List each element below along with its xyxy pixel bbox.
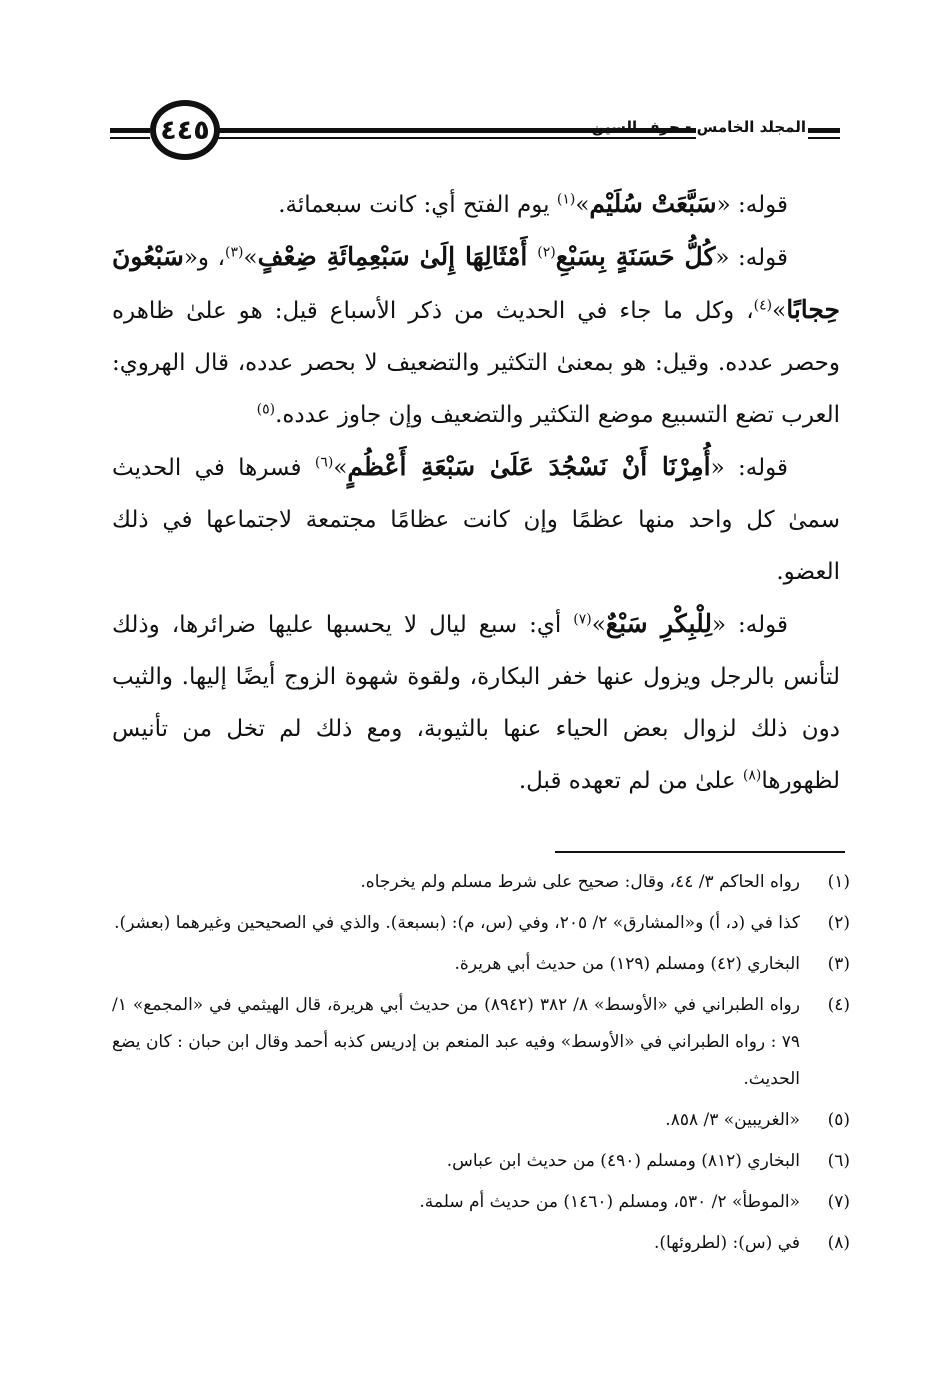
- quote-text: سَبْعُونَ حِجابًا: [112, 242, 840, 324]
- footnote-ref: (٥): [256, 401, 276, 418]
- footnote-ref: (٤): [753, 297, 773, 314]
- footnote-text: «الغريبين» ٣/ ٨٥٨.: [665, 1110, 800, 1130]
- text: ، و«: [183, 245, 226, 271]
- text: قوله: «: [711, 612, 788, 638]
- footnote-number: (١): [827, 872, 850, 892]
- footnote: [112, 864, 850, 901]
- footnote: [112, 1102, 850, 1139]
- text: »: [243, 245, 258, 271]
- text: »: [575, 192, 590, 218]
- quote-text: سَبَّعَتْ سُلَيْم: [589, 189, 717, 218]
- header-rule: [808, 128, 840, 133]
- header-rule: [218, 137, 696, 139]
- text: علىٰ من لم تعهده قبل.: [518, 768, 743, 794]
- text: »: [772, 298, 787, 324]
- header-rule: [110, 128, 150, 133]
- footnote-ref: (٣): [225, 244, 244, 261]
- footnote-ref: (٨): [742, 767, 762, 784]
- footnote-text: البخاري (٤٢) ومسلم (١٢٩) من حديث أبي هريرة.: [454, 954, 800, 974]
- quote-text: كُلُّ حَسَنَةٍ بِسَبْعِ: [555, 242, 716, 271]
- footnote-text: كذا في (د، أ) و«المشارق» ٢/ ٢٠٥، وفي (س، م): (بسبعة). والذي في الصحيحين وغيرهما (بعشر).: [114, 913, 800, 933]
- footnote-ref: (٦): [314, 454, 334, 471]
- running-head: المجلد الخامس - حرف السين: [591, 118, 806, 136]
- paragraph-4: [112, 598, 840, 807]
- text: »: [333, 455, 348, 481]
- footnote-text: البخاري (٨١٢) ومسلم (٤٩٠) من حديث ابن عباس.: [446, 1151, 800, 1171]
- footnote-number: (٤): [827, 995, 850, 1015]
- footnote: [112, 1143, 850, 1180]
- text: ، وكل ما جاء في الحديث من ذكر الأسباع قيل: هو علىٰ ظاهره وحصر عدده. وقيل: هو بمعنىٰ التكثير والتضعيف لا بحصر عدده، قال الهروي: العرب تضع التسبيع موضع التكثير والتضعيف وإن جاوز عدده.: [112, 298, 840, 428]
- quote-text: لِلْبِكْرِ سَبْعٌ: [605, 609, 712, 638]
- text: يوم الفتح أي: كانت سبعمائة.: [278, 192, 557, 218]
- text: قوله: «: [710, 455, 788, 481]
- footnote-number: (٣): [827, 954, 850, 974]
- footnote-text: رواه الحاكم ٣/ ٤٤، وقال: صحيح على شرط مسلم ولم يخرجاه.: [360, 872, 800, 892]
- quote-text: أُمِرْنَا أَنْ نَسْجُدَ عَلَىٰ سَبْعَةِ أَعْظُمٍ: [347, 452, 711, 481]
- paragraph-2: [112, 231, 840, 441]
- footnote-ref: (٢): [537, 244, 556, 261]
- footnote-number: (٥): [827, 1110, 850, 1130]
- footnote-number: (٦): [827, 1151, 850, 1171]
- main-text: [112, 178, 840, 807]
- footnote: [112, 946, 850, 983]
- text: قوله: «: [715, 245, 788, 271]
- footnote-text: رواه الطبراني في «الأوسط» ٨/ ٣٨٢ (٨٩٤٢) من حديث أبي هريرة، قال الهيثمي في «المجمع» ١/ ٧٩ : رواه الطبراني في «الأوسط» وفيه عبد المنعم بن إدريس كذبه أحمد وقال ابن حبان : كان يضع الحديث.: [112, 995, 800, 1089]
- footnote-text: في (س): (لطروئها).: [654, 1233, 800, 1253]
- footnote-number: (٢): [827, 913, 850, 933]
- footnote-ref: (١): [556, 191, 576, 208]
- footnote: [112, 1184, 850, 1221]
- page-number: ٤٤٥: [150, 100, 220, 160]
- page-header: [110, 98, 840, 168]
- footnote-text: «الموطأ» ٢/ ٥٣٠، ومسلم (١٤٦٠) من حديث أم سلمة.: [419, 1192, 800, 1212]
- paragraph-1: [112, 178, 840, 231]
- footnote-number: (٧): [827, 1192, 850, 1212]
- text: أي: سبع ليال لا يحسبها عليها ضرائرها، وذلك لتأنس بالرجل ويزول عنها خفر البكارة، ولقوة شهوة الزوج أيضًا إليها. والثيب دون ذلك لزوال بعض الحياء عنها بالثيوبة، ومع ذلك لم تخل من تأنيس لظهورها: [112, 612, 840, 794]
- footnote: [112, 1225, 850, 1262]
- text: قوله: «: [716, 192, 788, 218]
- text: فسرها في الحديث سمىٰ كل واحد منها عظمًا وإن كانت عظامًا مجتمعة لاجتماعها في ذلك العضو.: [112, 455, 840, 585]
- footnote-number: (٨): [827, 1233, 850, 1253]
- header-rule: [110, 137, 150, 139]
- footnotes: [112, 864, 850, 1266]
- header-rule: [808, 137, 840, 139]
- paragraph-3: [112, 441, 840, 598]
- footnote: [112, 987, 850, 1098]
- footnote-separator: [555, 851, 845, 853]
- footnote: [112, 905, 850, 942]
- text: »: [591, 612, 606, 638]
- quote-text: أَمْثَالِهَا إِلَىٰ سَبْعِمِائَةِ ضِعْفٍ: [257, 242, 538, 271]
- footnote-ref: (٧): [573, 611, 592, 628]
